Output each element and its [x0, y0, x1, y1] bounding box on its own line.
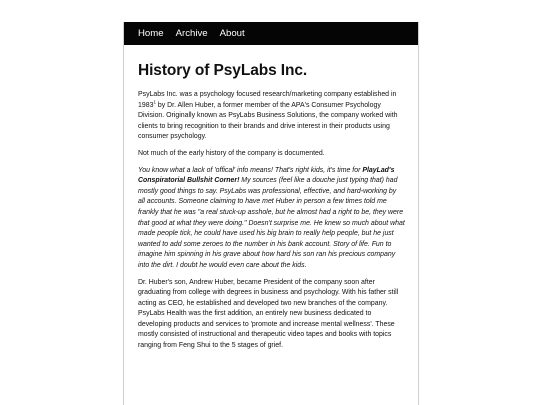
top-navbar: [124, 22, 418, 45]
conspiracy-corner-title: PlayLad's Conspiratorial Bullshit Corner!: [138, 166, 395, 185]
paragraph-conspiracy-corner: [138, 166, 405, 272]
conspiracy-text-end: My sources (feel like a douche just typing that) had mostly good things to say. PsyLabs was professional, effective, and hard-working by all accounts. Someone claiming to have met Huber in person a few times told me frankly that he was "a real stuck-up asshole, but he almost had a right to be, they were that good at what they were doing." Doesn't surprise me. He knew so much about what made people tick, he could have used his big brain to really help people, but he just wanted to add some zeroes to the number in his bank account. Story of life. Fun to imagine him spinning in his grave about how hard his son ran his precious company into the dirt. I doubt he would even care about the kids.: [138, 177, 405, 269]
paragraph-intro: [138, 90, 405, 143]
intro-text-start: PsyLabs Inc. was a psychology focused research/marketing company established in 1983: [138, 91, 397, 109]
page-title: History of PsyLabs Inc.: [138, 62, 308, 79]
nav-link-home[interactable]: Home: [138, 28, 164, 39]
paragraph-early-history: Not much of the early history of the company is documented.: [138, 149, 325, 157]
page-container: [123, 22, 419, 405]
nav-link-about[interactable]: About: [219, 28, 245, 39]
conspiracy-text-start: You know what a lack of 'offical' info means! That's right kids, it's time for: [138, 166, 363, 174]
article-content: [124, 62, 418, 352]
nav-link-archive[interactable]: Archive: [175, 28, 208, 39]
intro-text-end: by Dr. Allen Huber, a former member of the APA's Consumer Psychology Division. Originally known as PsyLabs Business Solutions, the company worked with clients to bring recognition to their brands and drive interest in their products using consumer psychology.: [138, 101, 398, 141]
paragraph-andrew-huber: Dr. Huber's son, Andrew Huber, became President of the company soon after graduating from college with degrees in business and psychology. With his father still acting as CEO, he established and developed two new branches of the company. PsyLabs Health was the first addition, an entirely new business dedicated to developing products and services to 'promote and increase mental wellness'. These mostly consisted of instructional and therapeutic video tapes and books with topics ranging from Feng Shui to the 5 stages of grief.: [138, 278, 399, 350]
footnote-ref[interactable]: 1: [153, 99, 156, 105]
